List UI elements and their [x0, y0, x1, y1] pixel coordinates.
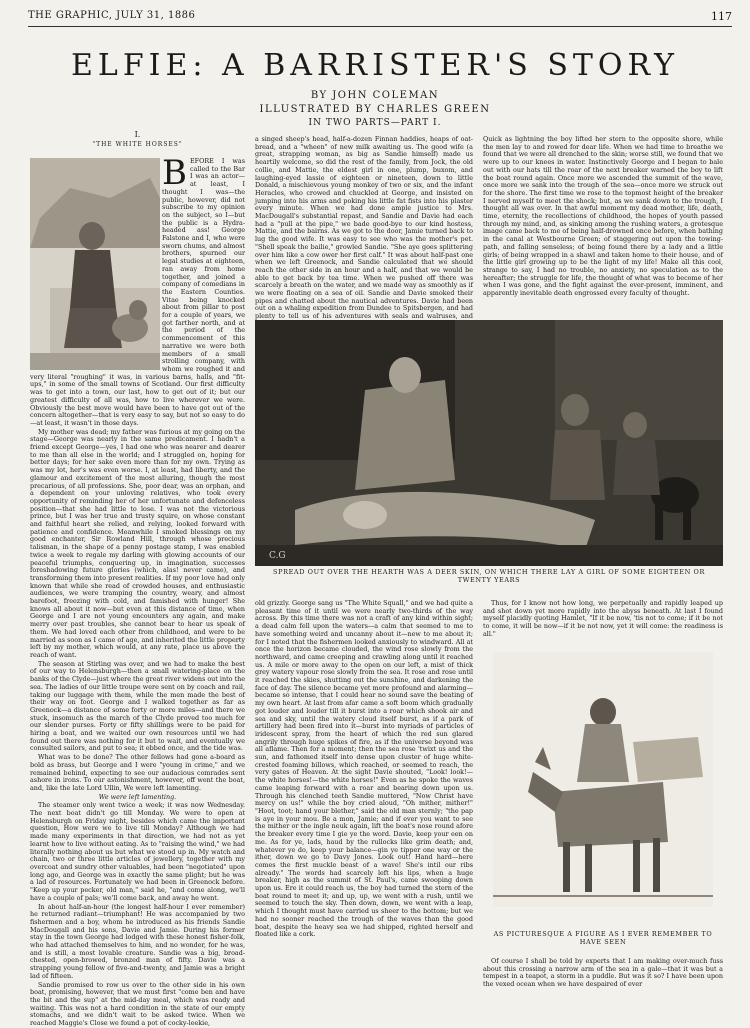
col2-bottom-text: old grizzly. George sang us "The White Squall," and we had quite a pleasant time of it until we were nearly two-thirds of the way across. By this time there was not a craft of any kind within sight; a dead calm fell upon the waters—a calm that seemed to me to have something weird and uncanny about it—new to me about it; for I noted that the fishermen looked anxiously to windward. All at once the horizon became clouded, the wind rose slowly from the northward, and came creeping and crawling along until it reached us. A mile or more away to the open on our left, a mist of thick grey watery vapour rose slowly from the sea. It rose and rose until it reached the skies, shutting out the sunshine, and darkening the face of day. The silence became yet more profound and alarming—became so intense, that I could hear no sound save the beating of my own heart. At last from afar came a soft boom which gradually got louder and louder till it burst into a roar which shook air and sea and sky, until the watery cloud itself burst, as if a park of artillery had been fired into it—burst into myriads of particles of iridescent spray, from the heart of which the red sun glared angrily through huge spikes of fire, as if the universe beyond was all aflame. Then for a moment; then the sea rose 'twixt us and the sun, and fathomed itself into dense upon cluster of huge white-crested foaming billows, which reached, or seemed to reach, the very gates of Heaven. At the sight Davie shouted, "Look! look!—the white horses!—the white horses!" Even as he spoke the waves came leaping forward with a roar and bearing down upon us. Through his clenched teeth Sandie muttered, "Now Christ have mercy on us!" while the boy cried aloud, "Oh mither, mither!" "Hoot, toot; hand your blether," said the old man sternly; "the pap is aye in your mou. Be a mon, Jamie; and if ever you want to see the mither or the ingle neuk again, lift the boat's nose round afore the breaker every time I gie ye the word. Davie, keep your een on me. As for ye, lads, haud by the rullocks like grim death; and, whatever ye do, keep your balance—gin ye tipper one way or the ither, down we go to Davy Jones. Look out! Hand hard—here comes the first muckle beast of a wave! She's intil our ribs already." The words had scarcely left his lips, when a huge breaker, high as the summit of St. Paul's, came swooping down upon us. Ere it could reach us, the boy had turned the stern of the boat round to meet it; and up, up, we went with a rush, until we seemed to touch the sky. Then down, down, we went with a leap, which I thought must have carried us sheer to the bottom; but we had no sooner reached the trough of the waves than the good boat, despite the heavy sea we had shipped, righted herself and floated like a cork.	[255, 599, 473, 939]
col3-bottom-text: Thus, for I know not how long, we perpetually and rapidly leaped up and shot down yet more rapidly into the abyss beneath. At last I found myself placidly quoting Hamlet, "If it be now, 'tis not to come; if it be not to come, it will be now—if it be not now, yet it will come: the readiness is all."	[483, 599, 723, 638]
chapter-number: I.	[134, 130, 141, 139]
header-publication: THE GRAPHIC, JULY 31, 1886	[28, 10, 196, 21]
page-header	[28, 10, 732, 27]
illustration-boy-with-dog	[30, 158, 160, 370]
chapter-heading	[30, 130, 245, 150]
drop-cap: B	[162, 153, 187, 193]
col2-top-text: a singed sheep's head, half-a-dozen Finnan haddies, heaps of oat-bread, and a "wheen" of new milk awaiting us. The good wife (a great, strapping woman, as big as Sandie himself) made us heartily welcome, so did the rest of the family, from Jock, the old collie, and Mattie, the eldest girl in one, plump, buxom, and laughing-eyed lassie of eighteen or nineteen, down to little Donald, a mischievous young monkey of two or six, and the infant Heracles, who crowed and chuckled at George, and insisted on jumping into his arms and poking his little fat fists into his plaster every minute. When we had done ample justice to Mrs. MacDougall's substantial repast, and Sandie and Davie had each had a "pull at the pipe," we bade good-bye to our kind hostess, Mattie, and the bairns. As we got to the door, Jamie turned back to lug the good wife. It was easy to see who was the mother's pet. "Shell speak the bailie," growled Sandie. "She aye goes splittering over him like a cow ower her first calf." It was about half-past one when we left Greenock, and Sandie calculated that we should reach the other side in an hour and a half, and that we would be able to get back by tea time. When we pushed off there was scarcely a breath on the water, and we made way as smoothly as if we were floating on a sea of oil. Sandie and Davie smoked their pipes and chatted about the nautical adventures. Davie had been out on a whaling expedition from Dundee to Spitsbergen, and had plenty to tell us of his adventures with seals and walruses, and	[255, 135, 473, 321]
col1-paragraph-7: Sandie promised to row us over to the other side in his own boat, promising, however, that we must first "come ben and have the bit and the sup" at the mid-day meal, which was ready and waiting. This was not a hard condition in the state of our empty stomachs, and we didn't wait to be asked twice. When we reached Maggie's Close we found a pot of cocky-leekie,	[30, 980, 245, 1028]
col1-paragraph-6: In about half-an-hour (the longest half-hour I ever remember) he returned radiant—triumphant! He was accompanied by two fishermen and a boy, whom he introduced as his friends Sandie MacDougall and his sons, Davie and Jamie. During his former stay in the town George had lodged with these honest fisher-folk, who had attached themselves to him, and no wonder, for he was, and is still, a most lovable creature. Sandie was a big, broad-chested, open-browed, bronzed man of fifty. Davie was a strapping young fellow of five-and-twenty, and Jamie was a bright lad of fifteen.	[30, 902, 245, 980]
artist-monogram: C.G	[269, 551, 286, 561]
main-illustration-caption: SPREAD OUT OVER THE HEARTH WAS A DEER SKIN, ON WHICH THERE LAY A GIRL OF SOME EIGHTEEN OR TWENTY YEARS	[273, 568, 705, 584]
column-3-end	[483, 958, 723, 994]
page-number: 117	[711, 10, 732, 23]
chapter-subtitle: "THE WHITE HORSES"	[92, 141, 183, 148]
col1-paragraph-5: The steamer only went twice a week; it was now Wednesday. The next boat didn't go till Monday. We were to open at Helensburgh on Friday night, besides which came the important question, How were we to live till Monday? Although we had made many experiments in that direction, we had not as yet learnt how to live without eating. As to "raising the wind," we had literally nothing about us but what we stood up in. My watch and chain, two or three little articles of jewellery, together with my overcoat and sundry other valuables, had been "negotiated" upon long ago, and George was in exactly the same plight; but he was a lad of resources. Fortunately we had been in Greenock before. "Keep up your pecker, old man," said he, "and come along, we'll have a couple of pals; we'll come back, and away he went.	[30, 801, 245, 902]
col1-paragraph-4: What was to be done? The other fellows had gone a-board as bold as brass, but George and I were "young in crime," and we remained behind, expecting to see our audacious comrades sent ashore in irons. To our astonishment, however, off went the boat, and, like the late Lord Ullin, We were left lamenting.	[30, 753, 245, 792]
column-2-bottom	[255, 600, 473, 990]
column-3-bottom	[483, 600, 723, 650]
small-illustration-caption: AS PICTURESQUE A FIGURE AS I EVER REMEMBER TO HAVE SEEN	[493, 930, 713, 946]
column-3-top	[483, 136, 723, 318]
col1-section-note: We were left lamenting.	[98, 792, 177, 801]
byline: BY JOHN COLEMAN	[310, 90, 440, 101]
col1-paragraph-1: EFORE I was called to the Bar I was an actor—at least, I thought I was—the public, however, did not subscribe to my opinion on the subject, so I—but the public is a Hydra-headed ass! George Falstone and I, who were sworn chums, and almost brothers, spurned our legal studies at eighteen, ran away from home together, and joined a company of comedians in the Eastern Counties. Vitae being knocked about from pillar to post for a couple of years, we got farther north, and at the period of the commencement of this narrative we were both members of a small strolling company, with whom we roughed it and very literal "roughing" it was, in various barns, halls, and "fit-ups," in some of the small towns of Scotland. Our first difficulty was to get into a town, our last, how to get out of it; but our greatest difficulty of all was, how to live wherever we were. Obviously the best move would have been to have got out of the concern altogether—that is very easy to say, but not so easy to do—at least, it wasn't in those days.	[30, 157, 245, 427]
illustration-hearth-scene	[255, 320, 723, 566]
illustration-girl-on-donkey	[493, 652, 713, 907]
col3-top-text: Quick as lightning the boy lifted her stern to the opposite shore, while the men lay to and rowed for dear life. When we had time to breathe we found that we were all drenched to the skin; worse still, we found that we were up to our knees in water. Instinctively George and I began to bale out with our hats till the roar of the next breaker warned the boy to lift the boat round again. Once more we ascended the summit of the wave, once more we sank into the trough of the sea—once more we struck out for the shore. The first time we rose to the topmost height of the breaker I nerved myself to meet the shock; but, as we sank down to the trough, I thought all was over. In that awful moment my dead mother, life, death, time, eternity, the recollections of childhood, the hopes of youth passed through my mind, and, as sinking among the rushing waters, a grotesque image came back to me of being half-drowned once before, when bathing in the canal at Westbourne Green; of staggering out upon the towing-path, and falling senseless; of being found there by a lady and a little girls; of being wrapped in a shawl and taken home to their house, and of the little girl growing up to be the light of my life! Make all this cool, strange to say, I had no trouble, no anxiety, no speculation as to the hereafter; the struggle for life, the thought of what was to become of her when I was gone, and the fight against the ever-present, imminent, and apparently inevitable death engrossed every faculty of thought.	[483, 135, 723, 298]
part-label: IN TWO PARTS—PART I.	[308, 118, 442, 128]
column-2-top	[255, 135, 473, 321]
col1-paragraph-3: The season at Stirling was over, and we had to make the best of our way to Helensburgh—then a small watering-place on the banks of the Clyde—just where the great river widens out into the sea. The ladies of our little troupe were sent on by coach and rail, taking our luggage with them, while the men made the best of their way on foot. George and I walked together as far as Greenock—a distance of some forty or more miles—and there we stuck, insomuch as the march of the Clyde proved too much for our slender purses. Forty or fifty shillings were to be paid for hiring a boat, and we waited our own resources until we had found out there was nothing for it but to wait, and eventually we consulted sailors, and put to sea; it ebbed once, and the tide was.	[30, 659, 245, 753]
article-title: ELFIE: A BARRISTER'S STORY	[71, 48, 679, 83]
col1-paragraph-2: My mother was dead; my father was furious at my going on the stage—George was nearly in the same predicament. I hadn't a friend except George—yes, I had one who was nearer and dearer to me than all else in the world; and I struggled on, hoping for better days; for her sake even more than for my own. Trying as was my lot, her's was even worse. I, at least, had liberty, and the glamour and excitement of the most alluring, though the most precarious, of all professions. She, poor dear, was an orphan, and a dependent on your unloving relatives, who took every opportunity of reminding her of her unfortunate and defenceless position—that she had little to lose. I was not the victorious prince, but I was her true and trusty squire, on whose constant and faithful heart she relied, and relying, looked forward with patience and confidence. Meanwhile I smoked blessings on my good enchanter, Sir Rowland Hill, through whose precious talisman, in the shape of a penny postage stamp, I was enabled twice a week to regale my darling with glowing accounts of our peaceful triumphs, conquering up, in imagination, successes foreshadowing future glories (which, alas! never came), and transforming them into present realities. If my poor love had only known that while she read of crowded houses, and enthusiastic audiences, we were tramping the country, weary, and almost barefoot, freezing with cold, and famished with hunger! She knows all about it now—but even at this distance of time, when George and I are not young encounters any again, and make merry over past troubles, she cannot bear to hear us speak of them. We had loved each other from childhood, and were to be married as soon as I came of age, and inherited the little property left by my mother, which would, at any rate, place us above the reach of want.	[30, 427, 245, 659]
col3-end-text: Of course I shall be told by experts that I am making over-much fuss about this crossing a narrow arm of the sea in a gale—that it was but a tempest in a teapot, a storm in a puddle. But was it so? I have been upon the vexed ocean when we have despaired of ever	[483, 957, 723, 989]
illustrator-credit: ILLUSTRATED BY CHARLES GREEN	[259, 104, 491, 115]
